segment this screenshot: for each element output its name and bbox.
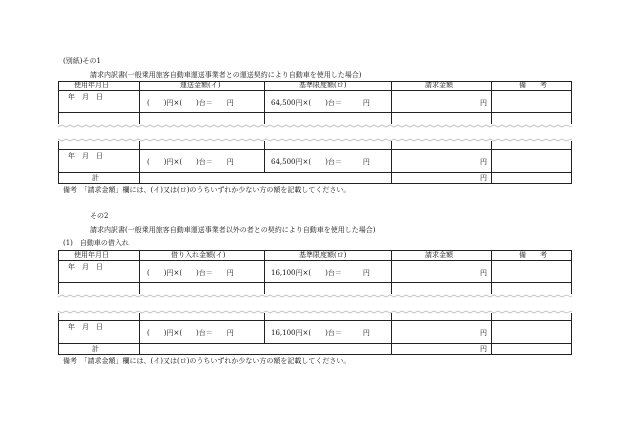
s2-header-amount: 請求金額 <box>425 251 453 259</box>
section2-title: 請求内訳書(一般乗用旅客自動車運送事業者以外の者との契約により自動車を使用した場合) <box>90 226 376 234</box>
s1-header-fee: 運送金額(イ) <box>180 81 221 89</box>
section2-note: 備考 「請求金額」欄には、(イ)又は(ロ)のうちいずれか少ない方の額を記載してください。 <box>63 357 351 365</box>
s2-row1-amount[interactable]: 円 <box>480 269 487 277</box>
s2-total-amount[interactable]: 円 <box>480 345 487 353</box>
s1-total-amount[interactable]: 円 <box>480 174 487 182</box>
s2-row2-amount[interactable]: 円 <box>480 329 487 337</box>
s1-row1-amount[interactable]: 円 <box>480 99 487 107</box>
section2-subheading: (1) 自動車の借入れ <box>63 239 129 247</box>
s2-row2-fee[interactable]: ( )円×( )台＝ 円 <box>147 329 234 337</box>
s1-total-label: 計 <box>92 174 99 182</box>
s2-header-fee: 借り入れ金額(イ) <box>171 251 226 259</box>
section2-break-bottom <box>58 307 572 315</box>
s1-header-limit: 基準限度額(ロ) <box>299 81 347 89</box>
s1-row2-fee[interactable]: ( )円×( )台＝ 円 <box>147 158 234 166</box>
s1-header-date: 使用年月日 <box>74 81 109 89</box>
s1-row2-date[interactable]: 年 月 日 <box>68 152 103 160</box>
s2-row1-limit[interactable]: 16,100円×( )台＝ 円 <box>271 269 370 277</box>
section1-note: 備考 「請求金額」欄には、(イ)又は(ロ)のうちいずれか少ない方の額を記載してください。 <box>63 186 351 194</box>
section1-title: 請求内訳書(一般乗用旅客自動車運送事業者との運送契約により自動車を使用した場合) <box>90 71 362 79</box>
s1-header-amount: 請求金額 <box>425 81 453 89</box>
s1-header-remarks: 備 考 <box>519 81 547 89</box>
s1-row1-limit[interactable]: 64,500円×( )台＝ 円 <box>271 99 370 107</box>
section2-break-top <box>58 293 572 301</box>
s2-row2-date[interactable]: 年 月 日 <box>68 323 103 331</box>
s1-row1-date[interactable]: 年 月 日 <box>68 93 103 101</box>
s2-row2-limit[interactable]: 16,100円×( )台＝ 円 <box>271 329 370 337</box>
section1-heading: (別紙)その1 <box>63 57 101 65</box>
s2-row1-fee[interactable]: ( )円×( )台＝ 円 <box>147 269 234 277</box>
s2-header-date: 使用年月日 <box>74 251 109 259</box>
s2-total-label: 計 <box>92 345 99 353</box>
s1-row2-limit[interactable]: 64,500円×( )台＝ 円 <box>271 158 370 166</box>
section2-heading: その2 <box>90 212 109 220</box>
s2-header-remarks: 備 考 <box>519 251 547 259</box>
s1-row2-amount[interactable]: 円 <box>480 158 487 166</box>
s1-row1-fee[interactable]: ( )円×( )台＝ 円 <box>147 99 234 107</box>
s2-header-limit: 基準限度額(ロ) <box>299 251 347 259</box>
section1-break-top <box>58 123 572 131</box>
s2-row1-date[interactable]: 年 月 日 <box>68 263 103 271</box>
section1-break-bottom <box>58 135 572 143</box>
